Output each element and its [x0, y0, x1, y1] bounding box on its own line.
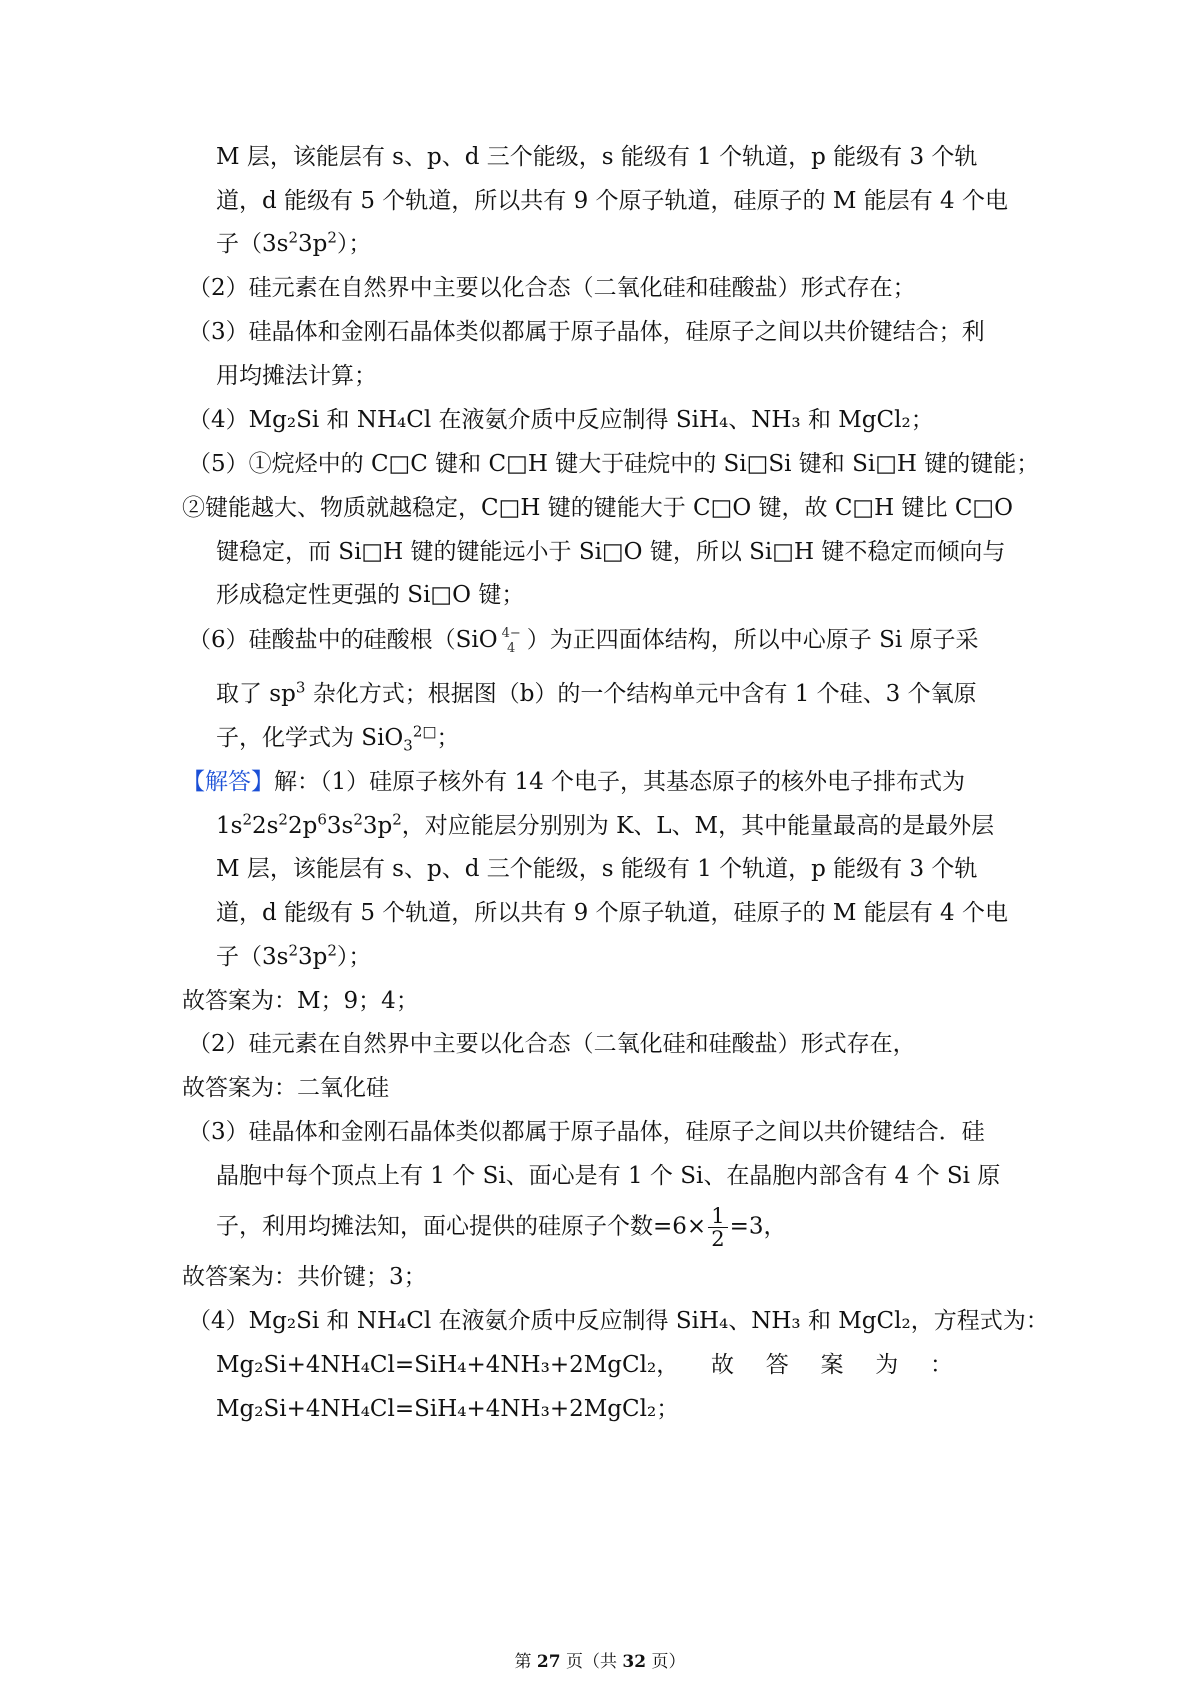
spaced-char: 答	[765, 1352, 789, 1378]
text-line: （5）①烷烃中的 C□C 键和 C□H 键大于硅烷中的 Si□Si 键和 Si□H 键的键能；	[188, 451, 1040, 477]
superscript: 2	[327, 228, 337, 247]
text-span: ，对应能层分别别为 K、L、M，其中能量最高的是最外层	[401, 813, 995, 839]
superscript: 2	[242, 810, 252, 829]
text-line: M 层，该能层有 s、p、d 三个能级，s 能级有 1 个轨道，p 能级有 3 个轨	[216, 856, 978, 882]
text-line: （4）Mg₂Si 和 NH₄Cl 在液氨介质中反应制得 SiH₄、NH₃ 和 MgCl₂，方程式为：	[188, 1308, 1049, 1334]
fraction	[708, 1205, 727, 1250]
text-span: 3p	[297, 944, 328, 970]
text-line: （3）硅晶体和金刚石晶体类似都属于原子晶体，硅原子之间以共价键结合；利	[188, 319, 985, 345]
text-line: 道，d 能级有 5 个轨道，所以共有 9 个原子轨道，硅原子的 M 能层有 4 个电	[216, 188, 1008, 214]
answer-tag: 【解答】	[182, 769, 274, 795]
text-span: 1s	[216, 813, 243, 839]
ion-charge-top: 4−	[501, 626, 521, 641]
text-line	[188, 625, 979, 656]
footer-text: 页）	[646, 1652, 686, 1672]
text-span: ）；	[336, 944, 372, 970]
text-span: 解：（1）硅原子核外有 14 个电子，其基态原子的核外电子排布式为	[274, 769, 966, 795]
text-span: ）；	[336, 231, 372, 257]
text-span: ）为正四面体结构，所以中心原子 Si 原子采	[526, 627, 979, 653]
text-span: 2s	[251, 813, 279, 839]
text-span: 3p	[297, 231, 328, 257]
footer-text: 页（共	[560, 1652, 623, 1672]
footer-text: 第	[514, 1652, 537, 1672]
text-span: 3p	[362, 813, 393, 839]
text-span: 2p	[287, 813, 318, 839]
text-line	[216, 229, 371, 259]
superscript: 2□	[412, 722, 437, 741]
total-pages: 32	[622, 1652, 647, 1672]
text-line: 晶胞中每个顶点上有 1 个 Si、面心是有 1 个 Si、在晶胞内部含有 4 个 Si 原	[216, 1163, 1001, 1189]
text-span: ；	[436, 725, 460, 751]
text-span: （6）硅酸盐中的硅酸根（SiO	[188, 627, 498, 653]
text-line: M 层，该能层有 s、p、d 三个能级，s 能级有 1 个轨道，p 能级有 3 个轨	[216, 144, 978, 170]
fraction-denominator: 2	[711, 1227, 725, 1251]
text-line	[216, 1350, 953, 1380]
spaced-char: 故	[710, 1352, 734, 1378]
page-footer	[0, 1647, 1200, 1672]
text-line: Mg₂Si+4NH₄Cl=SiH₄+4NH₃+2MgCl₂；	[216, 1396, 680, 1422]
text-span: =3，	[729, 1213, 787, 1240]
text-line	[182, 767, 965, 797]
current-page: 27	[536, 1652, 561, 1672]
text-line: （2）硅元素在自然界中主要以化合态（二氧化硅和硅酸盐）形式存在；	[188, 275, 916, 301]
equation: Mg₂Si+4NH₄Cl=SiH₄+4NH₃+2MgCl₂，	[216, 1352, 680, 1378]
text-line: ②键能越大、物质就越稳定，C□H 键的键能大于 C□O 键，故 C□H 键比 C□O	[182, 495, 1014, 521]
text-line: 用均摊法计算；	[216, 363, 377, 389]
text-line	[216, 679, 977, 709]
text-span: 子，化学式为 SiO	[216, 725, 404, 751]
text-line	[216, 1205, 786, 1250]
text-line	[216, 942, 371, 972]
subscript: 3	[403, 736, 413, 755]
text-line: （4）Mg₂Si 和 NH₄Cl 在液氨介质中反应制得 SiH₄、NH₃ 和 MgCl₂；	[188, 407, 934, 433]
text-line: 故答案为：M；9；4；	[182, 988, 419, 1014]
ion-charge-bottom: 4	[507, 641, 516, 656]
text-line: 故答案为：二氧化硅	[182, 1075, 389, 1101]
text-span: 子（3s	[216, 944, 289, 970]
spaced-char: ：	[929, 1352, 953, 1378]
text-span: 子（3s	[216, 231, 289, 257]
text-line	[216, 811, 994, 841]
text-line: 形成稳定性更强的 Si□O 键；	[216, 582, 525, 608]
superscript: 6	[317, 810, 327, 829]
text-span: 3s	[326, 813, 354, 839]
text-span: 子，利用均摊法知，面心提供的硅原子个数=6×	[216, 1213, 707, 1240]
text-span: 取了 sp	[216, 681, 296, 707]
superscript: 2	[327, 941, 337, 960]
superscript: 2	[392, 810, 402, 829]
text-span: 杂化方式；根据图（b）的一个结构单元中含有 1 个硅、3 个氧原	[305, 681, 977, 707]
text-line: 道，d 能级有 5 个轨道，所以共有 9 个原子轨道，硅原子的 M 能层有 4 个电	[216, 900, 1008, 926]
text-line: 键稳定，而 Si□H 键的键能远小于 Si□O 键，所以 Si□H 键不稳定而倾向与	[216, 539, 1006, 565]
superscript: 3	[295, 678, 306, 697]
superscript: 2	[353, 810, 363, 829]
spaced-char: 案	[820, 1352, 844, 1378]
superscript: 2	[288, 941, 298, 960]
spaced-char: 为	[875, 1352, 899, 1378]
fraction-numerator: 1	[708, 1205, 727, 1228]
text-line: （3）硅晶体和金刚石晶体类似都属于原子晶体，硅原子之间以共价键结合．硅	[188, 1119, 985, 1145]
superscript: 2	[278, 810, 288, 829]
text-line: （2）硅元素在自然界中主要以化合态（二氧化硅和硅酸盐）形式存在，	[188, 1031, 916, 1057]
text-line: 故答案为：共价键；3；	[182, 1264, 427, 1290]
superscript: 2	[288, 228, 298, 247]
ion-charge	[502, 626, 521, 656]
text-line	[216, 723, 460, 753]
